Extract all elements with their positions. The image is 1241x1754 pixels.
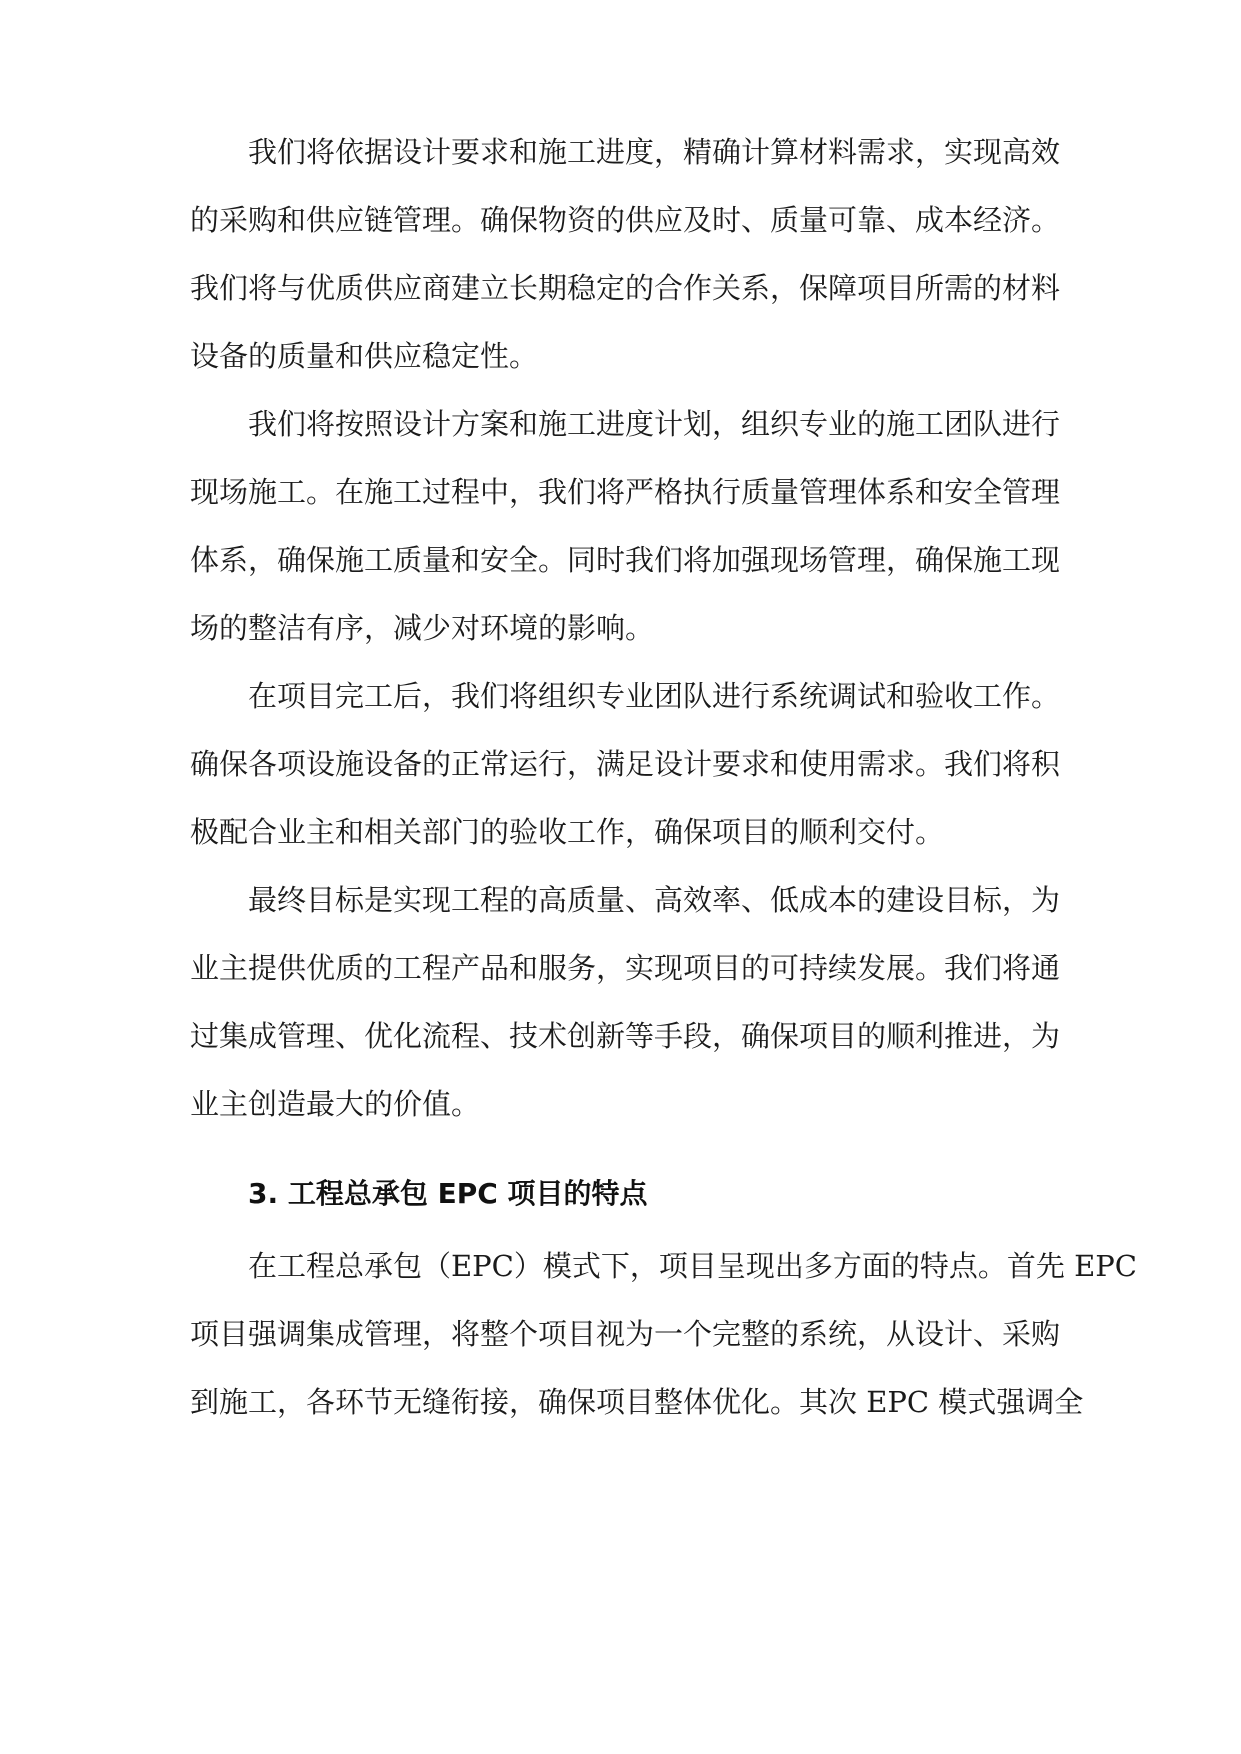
section-heading: 3. 工程总承包 EPC 项目的特点 — [248, 1177, 648, 1210]
section-paragraph-line-1: 在工程总承包（EPC）模式下，项目呈现出多方面的特点。首先 EPC — [248, 1249, 1137, 1283]
paragraph-1-line-4: 设备的质量和供应稳定性。 — [190, 339, 539, 373]
paragraph-4-line-3: 过集成管理、优化流程、技术创新等手段，确保项目的顺利推进，为 — [190, 1019, 1061, 1053]
paragraph-4-line-2: 业主提供优质的工程产品和服务，实现项目的可持续发展。我们将通 — [190, 951, 1061, 985]
section-paragraph-line-2: 项目强调集成管理，将整个项目视为一个完整的系统，从设计、采购 — [190, 1317, 1061, 1351]
section-paragraph-line-3: 到施工，各环节无缝衔接，确保项目整体优化。其次 EPC 模式强调全 — [190, 1385, 1084, 1419]
paragraph-2-line-2: 现场施工。在施工过程中，我们将严格执行质量管理体系和安全管理 — [190, 475, 1061, 509]
paragraph-4-line-4: 业主创造最大的价值。 — [190, 1087, 481, 1121]
paragraph-3-line-3: 极配合业主和相关部门的验收工作，确保项目的顺利交付。 — [190, 815, 945, 849]
paragraph-1-line-2: 的采购和供应链管理。确保物资的供应及时、质量可靠、成本经济。 — [190, 203, 1061, 237]
paragraph-1-line-1: 我们将依据设计要求和施工进度，精确计算材料需求，实现高效 — [248, 135, 1061, 169]
paragraph-1-line-3: 我们将与优质供应商建立长期稳定的合作关系，保障项目所需的材料 — [190, 271, 1061, 305]
paragraph-4-line-1: 最终目标是实现工程的高质量、高效率、低成本的建设目标，为 — [248, 883, 1061, 917]
paragraph-2-line-3: 体系，确保施工质量和安全。同时我们将加强现场管理，确保施工现 — [190, 543, 1061, 577]
paragraph-3-line-2: 确保各项设施设备的正常运行，满足设计要求和使用需求。我们将积 — [190, 747, 1061, 781]
paragraph-3-line-1: 在项目完工后，我们将组织专业团队进行系统调试和验收工作。 — [248, 679, 1061, 713]
paragraph-2-line-1: 我们将按照设计方案和施工进度计划，组织专业的施工团队进行 — [248, 407, 1061, 441]
paragraph-2-line-4: 场的整洁有序，减少对环境的影响。 — [190, 611, 655, 645]
